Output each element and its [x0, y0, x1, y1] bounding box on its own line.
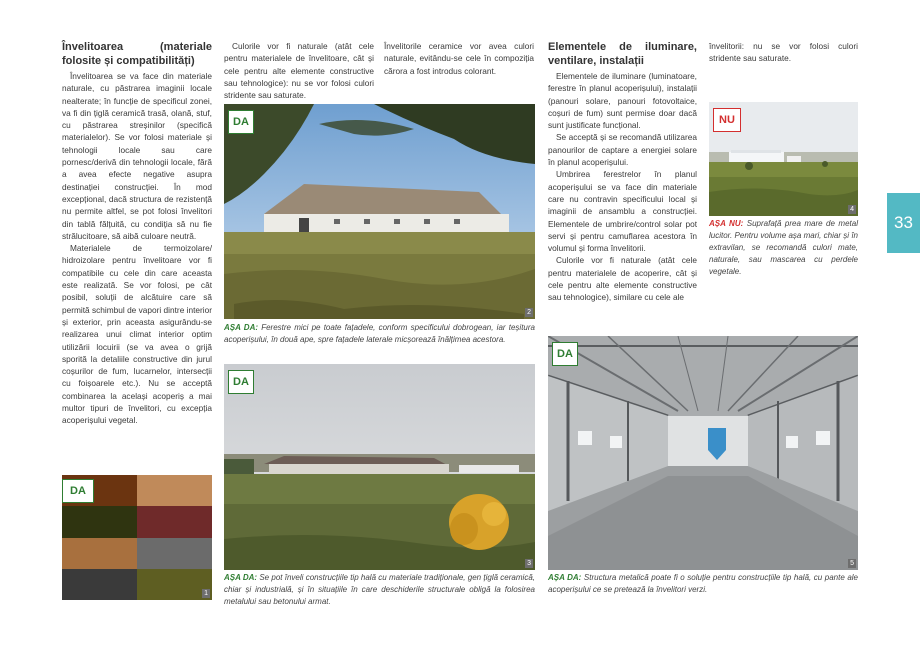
- badge-yes: DA: [228, 110, 254, 134]
- paragraph: Culorile vor fi naturale (atât cele pentru materialele de învelitoare, cât și cele pentru alte elemente constructive sau tehnologice): nu se vor folosi culori stridente sau saturate.: [224, 41, 374, 101]
- badge-yes: DA: [552, 342, 578, 366]
- color-swatch: [62, 506, 137, 537]
- page-number-tab: 33: [887, 193, 920, 253]
- paragraph: Materialele de termoizolare/ hidroizolare pentru învelitoare vor fi compatibile cu cele din care aceasta este realizată. Se vor folosi, pe cât posibil, soluții de alcătuire care să permită schimbul de vapori dintre interior și exterior, prin aceasta asigurându-se realizarea unui climat interior optim utilizării locuirii (se va avea o grijă sporită la detaliile constructive din jurul coșurilor de fum, lucarnelor, intersecții cu foișoarele etc.). Nu se acceptă combinarea la același acoperiș a mai multor tipuri de învelitori, cu excepția acoperișului vegetal.: [62, 243, 212, 426]
- section-heading-lighting-2: ventilare, instalații: [548, 55, 644, 67]
- photo-number: 5: [850, 560, 854, 567]
- color-swatch: [62, 538, 137, 569]
- badge-yes: DA: [228, 370, 254, 394]
- caption-label: AȘA DA:: [224, 323, 259, 332]
- section-heading-roofing-2: folosite și compatibilități): [62, 55, 195, 67]
- section-heading-lighting: Elementele de iluminare,: [548, 41, 697, 53]
- caption-text: Suprafață prea mare de metal lucitor. Pentru volume așa mari, chiar și în extravilan, se recomandă culori mate, naturale, sau mascarea cu perdele vegetale.: [709, 219, 858, 276]
- ceramic-column: [384, 40, 534, 77]
- badge-no: NU: [713, 108, 741, 132]
- paragraph: învelitorii: nu se vor folosi culori stridente sau saturate.: [709, 41, 858, 64]
- section-heading-roofing: Învelitoarea (materiale: [62, 41, 212, 53]
- caption-label: AȘA DA:: [548, 573, 582, 582]
- paragraph: Învelitorile ceramice vor avea culori naturale, evitându-se cele în compoziția cărora a fost introdus colorant.: [384, 41, 534, 76]
- caption-text: Se pot înveli construcțiile tip hală cu materiale tradiționale, gen țiglă ceramică, chiar și industrială, și în situațiile în care deschiderile structurale obligă la folosirea metalului sau betonului armat.: [224, 573, 535, 606]
- paragraph: Învelitoarea se va face din materiale naturale, cu păstrarea imaginii locale nealterate; în funcție de specificul zonei, va fi din țiglă ceramică trasă, olană, stuf, cu păstrarea streșinilor (specifică materialelor). Se vor folosi materiale și tehnologii locale sau care pornesc/derivă din tehnologii locale, fără a avea efecte negative asupra destinației construcției. În mod excepțional, dacă structura de rezistență nu permite altfel, se pot folosi învelitori din tablă fălțuită, cu condiția să nu fie strălucitoare, să aibă culoare neutră.: [62, 71, 212, 241]
- caption-text: Structura metalică poate fi o soluție pentru construcțiile tip hală, cu pante ale acoperișului ce se pretează la învelitori verzi.: [548, 573, 858, 594]
- caption-label: AȘA NU:: [709, 219, 744, 228]
- colors-column: [224, 40, 374, 101]
- caption-photo-3: [224, 572, 535, 608]
- photo-metal-hall: [709, 102, 858, 216]
- paragraph: Elementele de iluminare (luminatoare, ferestre în planul acoperișului), instalații (panouri solare, panouri fotovoltaice, coșuri de fum) sunt permise doar dacă sunt justificate funcțional.: [548, 71, 697, 131]
- caption-text: Ferestre mici pe toate fațadele, conform specificului dobrogean, iar teșitura acoperișului, în două ape, spre fațadele laterale micșorează înălțimea acestora.: [224, 323, 535, 344]
- color-swatch: [137, 475, 212, 506]
- color-swatch: [137, 506, 212, 537]
- photo-number: 3: [527, 560, 531, 567]
- color-swatch: [137, 538, 212, 569]
- photo-number: 4: [850, 206, 854, 213]
- color-swatch: [137, 569, 212, 600]
- paragraph: Se acceptă și se recomandă utilizarea panourilor de captare a energiei solare în planul acoperișului.: [548, 132, 697, 168]
- photo-hall-field: [224, 364, 535, 570]
- caption-photo-5: [548, 572, 858, 596]
- color-swatch: [62, 569, 137, 600]
- photo-farm-building: [224, 104, 535, 319]
- roofing-materials-column: [62, 40, 212, 427]
- column-continuation: [709, 40, 858, 65]
- photo-metal-structure: [548, 336, 858, 570]
- paragraph: Culorile vor fi naturale (atât cele pentru materialele de acoperire, cât și cele pentru alte elemente constructive sau tehnologice), similare cu cele ale: [548, 255, 697, 303]
- caption-photo-4: [709, 218, 858, 278]
- badge-yes: DA: [62, 479, 94, 503]
- photo-number: 2: [527, 309, 531, 316]
- photo-number: 1: [204, 590, 208, 597]
- paragraph: Umbrirea ferestrelor în planul acoperișului se va face din materiale care nu contravin specificului local și imaginii de ansamblu a construcției. Elementele de umbrire/control solar pot servi și pentru camuflarea acestora în volumul și forma învelitorii.: [548, 169, 697, 254]
- lighting-column: [548, 40, 697, 304]
- caption-photo-2: [224, 322, 535, 346]
- roof-color-palette: [62, 475, 212, 600]
- caption-label: AȘA DA:: [224, 573, 258, 582]
